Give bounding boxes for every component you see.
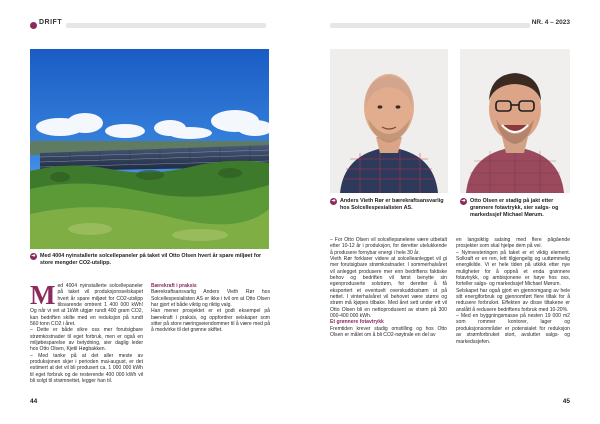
header-rule-left xyxy=(66,23,266,28)
section-marker-icon xyxy=(30,22,37,29)
portrait-left-caption: Anders Vieth Rør er bærekraftsansvarlig hos Solcellespesialisten AS. xyxy=(340,198,444,211)
issue-number: NR. 4 – 2023 xyxy=(531,19,570,26)
article-paragraph: – Dette er både sikre oss mer forutsigbare strømkostnader til eget forbruk, men er også en miljøbesparelse av betydning, sier daglig leder hos Otto Olsen, Kjetil Høgbakken. xyxy=(30,327,143,353)
page-number-right: 45 xyxy=(562,398,570,405)
article-paragraph: Fremtiden krever stadig omstilling og hos Otto Olsen er målet om å bli CO2-nøytrale en del av xyxy=(330,325,447,339)
article-paragraph: – Med tanke på at det aller meste av produksjonen skjer i perioden mai-august, er det estimert at det vil bli produsert ca. 1 000 000 kWh til eget forbruk og de resterende 400 000 kWh vil bli solgt til strømnettet, legger han til. xyxy=(30,352,143,385)
dropcap: M xyxy=(30,283,56,310)
article-column-3 xyxy=(330,237,447,395)
caption-arrow-icon: ➜ xyxy=(31,253,36,259)
article-paragraph: ed 4004 nyinstallerte solcellepaneler på taket vil produksjonsselskapet hvert år spare miljøet for CO2-utslipp tilsvarende omtrent 1 400 000 kWh! Og når vi vet at 1kWt utgjør rundt 400 gram CO2, kan bedriften skilte med en reduksjon på rundt 560 tonn CO2 i året. xyxy=(30,283,143,328)
article-column-4 xyxy=(456,237,570,395)
article-paragraph: Selskapet har også gjort en gjennomgang av hele sitt energiforbruk og gjennomført flere tiltak for å redusere forbruket. Effekten av disse tiltakene er anslått å redusere bedriftens forbruk med 10-20%. xyxy=(456,287,570,313)
article-column-2 xyxy=(151,283,270,395)
article-paragraph: – For Otto Olsen vil solcellepanelene være utbetalt etter 10-12 år i produksjon, for deretter utelukkende å produsere fornybar energi i hele 30 år. xyxy=(330,237,447,256)
article-paragraph: Vieth Rør forklarer videre at solcelleanlegget vil gi mer forutsigbare strømkostnader. I sommerhalvåret vil anlegget produsere mer enn bedriftens faktiske behov og bedriften vil først benytte sin egenproduserte solstrøm, for deretter å få eksportert et eventuelt overskuddsstrøm ut på nettet. I vinterhalvåret vil behovet være større og strøm må kjøpes tilbake. Med året sett under ett vil Otto Olsen bli en nettoprodusent av strøm på 300 000-400 000 kWh. xyxy=(330,256,447,320)
page-number-left: 44 xyxy=(30,398,38,405)
section-label: DRIFT xyxy=(39,19,63,26)
subheading: Bærekraft i praksis xyxy=(151,283,197,289)
article-paragraph: – Med en byggningsmasse på nesten 19 000 m2 som rommer kontorer, lager og produksjonsområder er potensialet for reduksjon av strømforbruket stort, avslutter salgs- og markedssjefen. xyxy=(456,313,570,345)
article-paragraph: en langsiktig satsing med flere pågående prosjekter som skal hjelpe dem på vei. xyxy=(456,237,570,250)
portrait-michael-photo xyxy=(460,49,570,193)
article-column-1 xyxy=(30,283,143,395)
caption-arrow-icon: ➜ xyxy=(461,198,466,204)
article-paragraph: Bærekraftsansvarlig Anders Vieth Rør hos Solcellespesialisten AS er ikke i tvil om at Otto Olsen har gjort et både viktig og riktig valg. xyxy=(151,289,270,309)
header-rule-right xyxy=(330,23,530,28)
portrait-right-caption: Otto Olsen er stadig på jakt etter grønnere fotavtrykk, sier salgs- og markedssjef Michael Mørum. xyxy=(470,198,559,218)
article-paragraph: – Nyinvesteringen på taket er et viktig element. Solkraft er en ren, lett tilgjengelig og uuttømmelig energikilde. Vi er hele tiden på utkikk etter nye muligheter for å oppnå et enda grønnere fotavtrykk, og ambisjonene er høye hos oss, forteller salgs- og markedssjef Michael Mørum. xyxy=(456,249,570,288)
subheading: Et grønnere fotavtrykk xyxy=(330,319,384,326)
main-photo-caption: Med 4004 nyinstallerte solcellepaneler på taket vil Otto Olsen hvert år spare miljøet for store mengder CO2-utslipp. xyxy=(40,253,262,266)
solar-panels-photo xyxy=(30,49,269,249)
article-paragraph: Han mener prosjektet er et godt eksempel på bærekraft i praksis, og oppfordrer selskaper som sitter på store næringseiendommer til å være med på å medvirke til det grønne skiftet. xyxy=(151,308,270,334)
caption-arrow-icon: ➜ xyxy=(331,198,336,204)
portrait-anders-photo xyxy=(330,49,448,193)
